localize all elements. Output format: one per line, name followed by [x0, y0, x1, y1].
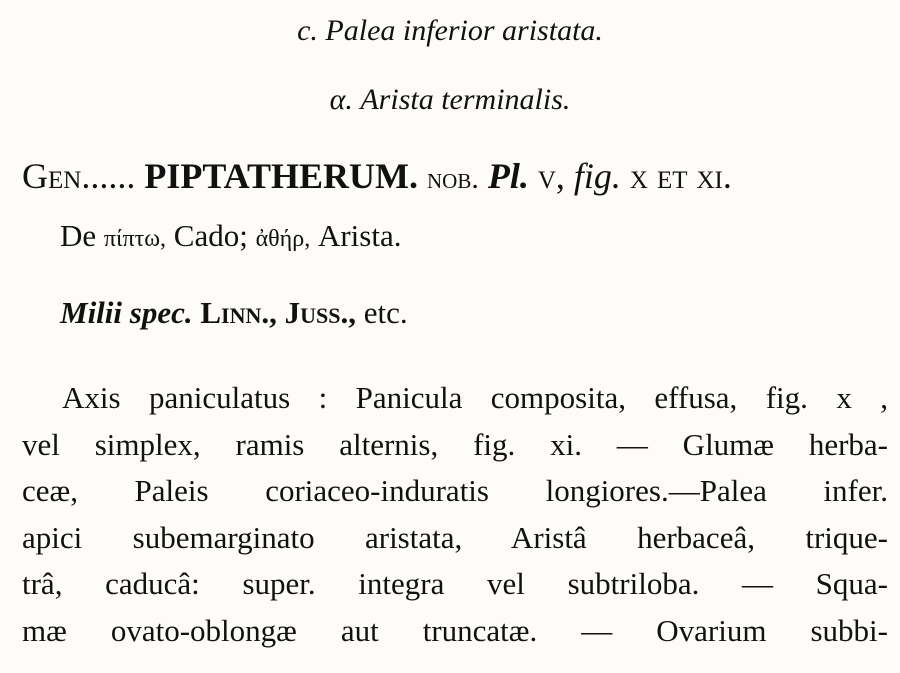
description-line: Axis paniculatus : Panicula composita, effusa, fig. x , [62, 380, 888, 415]
description-line: vel simplex, ramis alternis, fig. xi. — Glumæ herba- [22, 426, 888, 462]
etym-greek-pipto: πίπτω, [103, 226, 167, 252]
description-line: apici subemarginato aristata, Aristâ herbaceâ, trique- [22, 519, 888, 555]
description-line: trâ, caducâ: super. integra vel subtriloba. — Squa- [22, 566, 888, 601]
description-paragraph [22, 375, 888, 654]
plate-label: Pl. [487, 156, 529, 196]
heading-letter-c: c. [297, 14, 318, 47]
etym-de: De [60, 218, 97, 253]
synonym-line [60, 295, 408, 331]
genus-author: nob. [426, 162, 479, 195]
heading-arista-terminalis [0, 83, 900, 117]
gen-label: Gen...... [22, 156, 136, 196]
genus-line [22, 155, 732, 197]
genus-name: PIPTATHERUM. [144, 156, 418, 196]
etym-greek-ather: ἀθήρ, [255, 226, 311, 252]
heading-text-alpha: Arista terminalis. [360, 83, 571, 116]
synonym-juss: Juss., [284, 295, 356, 330]
heading-palea-inferior [0, 14, 900, 48]
fig-refs: x et xi. [629, 156, 732, 196]
heading-letter-alpha: α. [329, 83, 353, 116]
synonym-linn: Linn., [200, 295, 277, 330]
synonym-etc: etc. [363, 295, 408, 330]
description-line: mæ ovato-oblongæ aut truncatæ. — Ovarium subbi- [22, 612, 888, 648]
etym-cado: Cado; [173, 218, 248, 253]
plate-number: v, [537, 156, 565, 196]
heading-text-c: Palea inferior aristata. [325, 14, 603, 47]
synonym-milii: Milii spec. [60, 295, 193, 330]
fig-label: fig. [573, 156, 621, 196]
etymology-line [60, 218, 401, 254]
description-line: ceæ, Paleis coriaceo-induratis longiores.—Palea infer. [22, 473, 888, 508]
etym-arista: Arista. [317, 218, 402, 253]
